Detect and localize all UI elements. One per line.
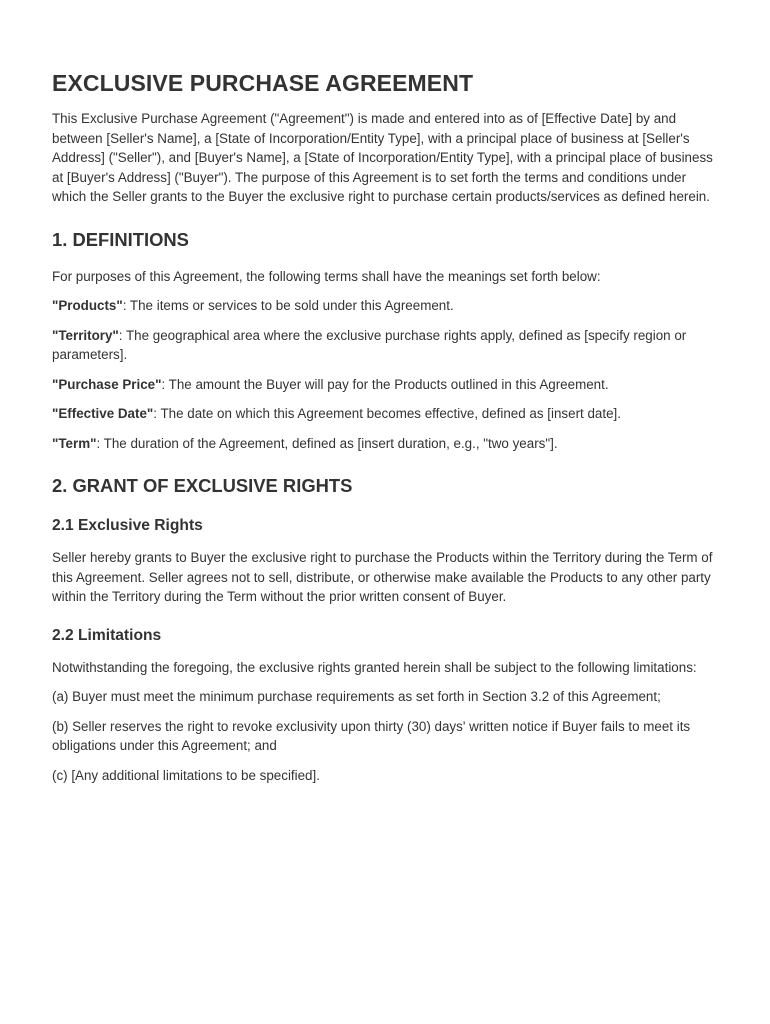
exclusive-rights-paragraph: Seller hereby grants to Buyer the exclusive right to purchase the Products within the Territory during the Term of this Agreement. Seller agrees not to sell, distribute, or otherwise make available the Products to any other party within the Territory during the Term without the prior written consent of Buyer. [52, 550, 713, 604]
definition-effective-date [52, 404, 720, 424]
section-grant-heading: 2. GRANT OF EXCLUSIVE RIGHTS [52, 475, 353, 496]
definition-purchase-price [52, 375, 720, 395]
definition-products [52, 296, 720, 316]
limitation-item-b: (b) Seller reserves the right to revoke exclusivity upon thirty (30) days' written notice if Buyer fails to meet its obligations under this Agreement; and [52, 718, 691, 753]
intro-paragraph: This Exclusive Purchase Agreement ("Agreement") is made and entered into as of [Effective Date] by and between [Seller's Name], a [State of Incorporation/Entity Type], with a principal place of business at [Seller's Address] ("Seller"), and [Buyer's Name], a [State of Incorporation/Entity Type], with a principal place of business at [Buyer's Address] ("Buyer"). The purpose of this Agreement is to set forth the terms and conditions under which the Seller grants to the Buyer the exclusive right to purchase certain products/services as defined herein. [52, 111, 713, 204]
document-page [52, 70, 720, 795]
definition-text: : The items or services to be sold under this Agreement. [122, 298, 454, 313]
definition-territory [52, 326, 720, 365]
definition-term-duration [52, 434, 720, 454]
definitions-lead: For purposes of this Agreement, the following terms shall have the meanings set forth below: [52, 268, 601, 284]
definition-text: : The duration of the Agreement, defined as [insert duration, e.g., "two years"]. [96, 435, 558, 451]
definition-term: "Territory" [52, 327, 119, 343]
definition-text: : The amount the Buyer will pay for the Products outlined in this Agreement. [161, 376, 609, 392]
document-title: EXCLUSIVE PURCHASE AGREEMENT [52, 70, 474, 96]
definition-term: "Effective Date" [52, 406, 154, 421]
limitation-item-a: (a) Buyer must meet the minimum purchase requirements as set forth in Section 3.2 of this Agreement; [52, 689, 661, 704]
definition-text: : The date on which this Agreement becomes effective, defined as [insert date]. [153, 406, 621, 421]
limitation-item-c: (c) [Any additional limitations to be specified]. [52, 767, 320, 783]
definition-term: "Products" [52, 298, 123, 313]
definition-term: "Term" [52, 435, 97, 451]
subsection-exclusive-rights-heading: 2.1 Exclusive Rights [52, 517, 203, 534]
definition-term: "Purchase Price" [52, 376, 162, 392]
definition-text: : The geographical area where the exclusive purchase rights apply, defined as [specify region or parameters]. [52, 327, 687, 362]
limitations-lead: Notwithstanding the foregoing, the exclusive rights granted herein shall be subject to the following limitations: [52, 659, 697, 675]
section-definitions-heading: 1. DEFINITIONS [52, 228, 189, 250]
subsection-limitations-heading: 2.2 Limitations [52, 626, 162, 644]
